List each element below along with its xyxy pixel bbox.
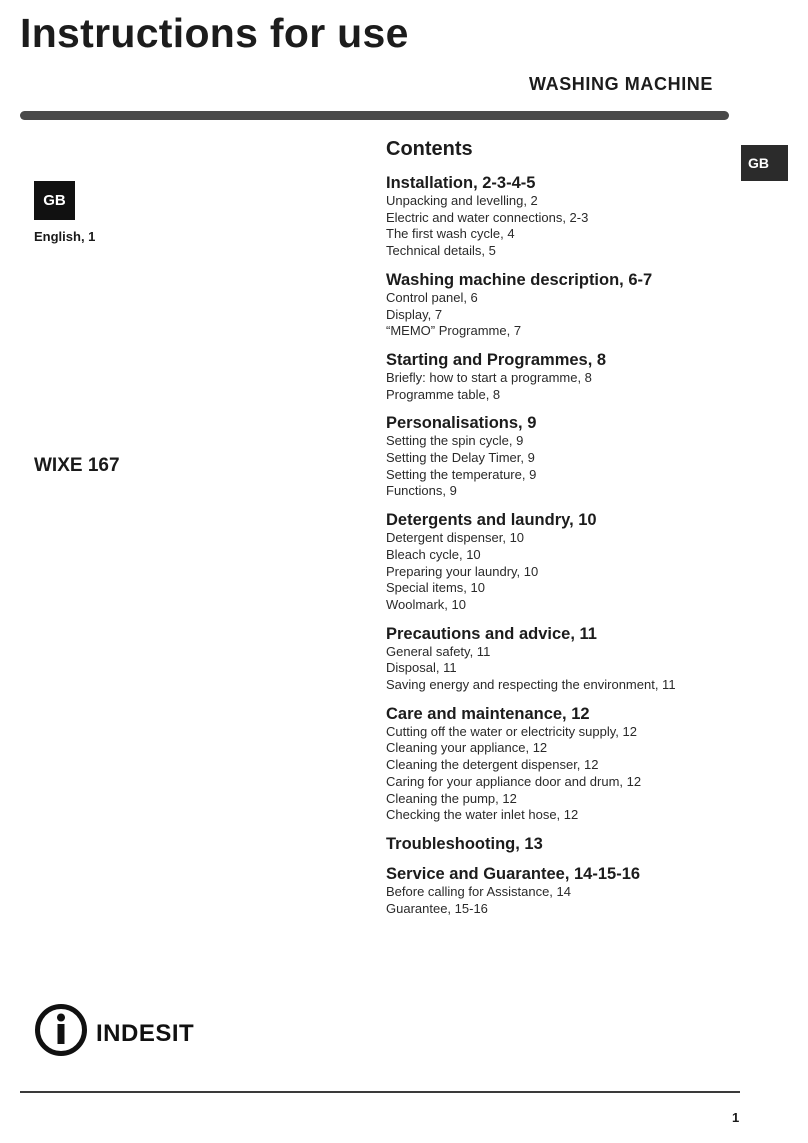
contents-entry: Preparing your laundry, 10 [386, 563, 539, 579]
footer-divider [20, 1091, 740, 1093]
language-badge: GB [34, 181, 75, 220]
language-label: English, 1 [34, 229, 96, 244]
contents-entry: “MEMO” Programme, 7 [386, 323, 522, 339]
section-heading: Troubleshooting, 13 [386, 834, 543, 853]
indesit-logo-icon [34, 1003, 88, 1057]
contents-entry: Detergent dispenser, 10 [386, 530, 525, 546]
contents-section [386, 864, 786, 917]
language-side-tab[interactable]: GB [741, 145, 788, 181]
contents-section [386, 624, 786, 694]
section-heading: Installation, 2-3-4-5 [386, 174, 536, 192]
contents-entry: Before calling for Assistance, 14 [386, 883, 571, 899]
contents-entry: Briefly: how to start a programme, 8 [386, 369, 592, 385]
brand-name: indesit [96, 1010, 195, 1049]
contents-entry: Functions, 9 [386, 483, 457, 499]
contents-entry: Electric and water connections, 2-3 [386, 209, 589, 225]
contents-entry: Cutting off the water or electricity supply, 12 [386, 723, 637, 739]
contents-entry: Cleaning your appliance, 12 [386, 740, 548, 756]
section-heading: Washing machine description, 6-7 [386, 270, 653, 289]
contents-section [386, 350, 786, 403]
contents-entry: Programme table, 8 [386, 386, 501, 402]
contents-section [386, 270, 786, 340]
table-of-contents [386, 138, 786, 927]
contents-section [386, 704, 786, 824]
contents-entry: Saving energy and respecting the environment, 11 [386, 677, 676, 693]
document-subtitle: WASHING MACHINE [529, 74, 713, 94]
brand-logo [34, 1003, 194, 1057]
section-heading: Care and maintenance, 12 [386, 704, 590, 723]
contents-section [386, 510, 786, 614]
contents-section [386, 834, 786, 854]
contents-entry: Unpacking and levelling, 2 [386, 193, 538, 208]
contents-entry: Disposal, 11 [386, 660, 457, 676]
header-divider [20, 111, 729, 120]
contents-entry: Setting the spin cycle, 9 [386, 433, 524, 449]
contents-entry: Bleach cycle, 10 [386, 546, 481, 562]
model-number: WIXE 167 [34, 455, 120, 476]
section-heading: Precautions and advice, 11 [386, 624, 597, 643]
section-heading: Service and Guarantee, 14-15-16 [386, 864, 641, 883]
contents-entry: Guarantee, 15-16 [386, 900, 488, 916]
contents-entry: Caring for your appliance door and drum, 12 [386, 773, 642, 789]
contents-section [386, 173, 786, 260]
contents-entry: Cleaning the pump, 12 [386, 790, 517, 806]
contents-section [386, 413, 786, 500]
contents-entry: Setting the Delay Timer, 9 [386, 450, 535, 466]
contents-entry: Technical details, 5 [386, 243, 496, 259]
contents-entry: Cleaning the detergent dispenser, 12 [386, 757, 599, 773]
contents-entry: Checking the water inlet hose, 12 [386, 807, 579, 823]
section-heading: Personalisations, 9 [386, 414, 537, 433]
contents-entry: Special items, 10 [386, 580, 485, 596]
page-title: Instructions for use [20, 10, 409, 56]
section-heading: Starting and Programmes, 8 [386, 350, 607, 369]
contents-entry: Woolmark, 10 [386, 596, 466, 612]
contents-sections [386, 173, 786, 917]
contents-entry: Setting the temperature, 9 [386, 466, 537, 482]
contents-entry: The first wash cycle, 4 [386, 226, 515, 242]
contents-entry: Control panel, 6 [386, 289, 478, 305]
section-heading: Detergents and laundry, 10 [386, 511, 597, 530]
page-number: 1 [732, 1110, 740, 1125]
contents-heading: Contents [386, 138, 473, 160]
contents-entry: General safety, 11 [386, 643, 491, 659]
contents-entry: Display, 7 [386, 306, 443, 322]
